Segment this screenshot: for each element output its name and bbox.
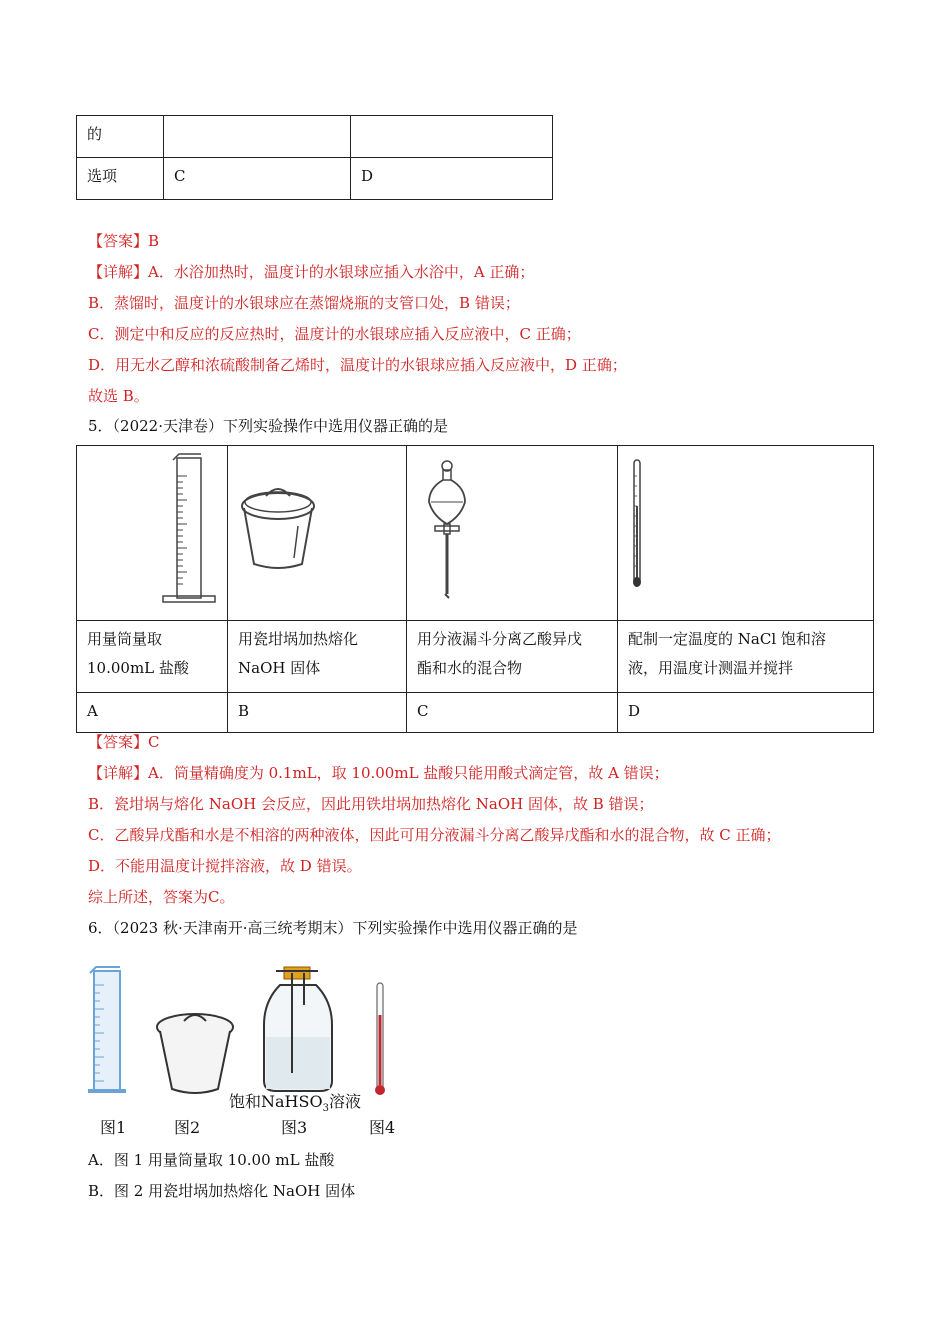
detail-line: 【详解】A．筒量精确度为 0.1mL，取 10.00mL 盐酸只能用酸式滴定管，故 A 错误；	[88, 764, 669, 782]
table-cell: 用分液漏斗分离乙酸异戊 酯和水的混合物	[407, 621, 618, 693]
icon-cell	[618, 446, 874, 621]
detail-line: 综上所述，答案为C。	[88, 888, 235, 906]
crucible-icon	[157, 1014, 233, 1093]
q6-figure	[80, 945, 420, 1105]
option-cell: A	[77, 693, 228, 733]
thermometer-icon	[375, 983, 385, 1095]
thermometer-icon	[618, 446, 868, 616]
detail-line: B．瓷坩埚与熔化 NaOH 会反应，因此用铁坩埚加热熔化 NaOH 固体，故 B 错误；	[88, 795, 654, 813]
graduated-cylinder-icon	[77, 446, 227, 616]
icon-cell	[407, 446, 618, 621]
answer-line: 【答案】B	[88, 232, 160, 250]
q5-table	[76, 445, 874, 733]
table-cell: C	[164, 158, 351, 200]
detail-line: B．蒸馏时，温度计的水银球应在蒸馏烧瓶的支管口处，B 错误；	[88, 294, 520, 312]
option-cell: D	[618, 693, 874, 733]
detail-line: D．不能用温度计搅拌溶液，故 D 错误。	[88, 857, 362, 875]
detail-line: 【详解】A．水浴加热时，温度计的水银球应插入水浴中，A 正确；	[88, 263, 535, 281]
crucible-icon	[228, 446, 406, 616]
table-cell: 用量筒量取 10.00mL 盐酸	[77, 621, 228, 693]
option-a: A．图 1 用量筒量取 10.00 mL 盐酸	[88, 1151, 335, 1169]
icon-cell	[228, 446, 407, 621]
fig-label: 图4	[369, 1118, 396, 1137]
detail-line: 故选 B。	[88, 387, 149, 405]
table-cell: 选项	[77, 158, 164, 200]
question-6: 6．（2023 秋·天津南开·高三统考期末）下列实验操作中选用仪器正确的是	[88, 919, 578, 937]
detail-line: D．用无水乙醇和浓硫酸制备乙烯时，温度计的水银球应插入反应液中，D 正确；	[88, 356, 627, 374]
detail-line: C．测定中和反应的反应热时，温度计的水银球应插入反应液中，C 正确；	[88, 325, 581, 343]
table-cell: 的	[77, 116, 164, 158]
option-cell: B	[228, 693, 407, 733]
answer-line: 【答案】C	[88, 733, 160, 751]
question-5: 5．（2022·天津卷）下列实验操作中选用仪器正确的是	[88, 417, 448, 435]
option-cell: C	[407, 693, 618, 733]
detail-line: C．乙酸异戊酯和水是不相溶的两种液体，因此可用分液漏斗分离乙酸异戊酯和水的混合物，故 C 正确；	[88, 826, 781, 844]
table-cell: D	[351, 158, 553, 200]
option-b: B．图 2 用瓷坩埚加热熔化 NaOH 固体	[88, 1182, 356, 1200]
separatory-funnel-icon	[407, 446, 617, 616]
fig-label: 图2	[174, 1118, 201, 1137]
top-table	[76, 115, 553, 200]
gas-washing-bottle-icon	[264, 967, 332, 1091]
table-cell: 配制一定温度的 NaCl 饱和溶 液，用温度计测温并搅拌	[618, 621, 874, 693]
icon-cell	[77, 446, 228, 621]
fig3-caption: 饱和NaHSO$_3$溶液	[229, 1092, 361, 1115]
fig-label: 图1	[100, 1118, 127, 1137]
table-cell	[164, 116, 351, 158]
table-cell: 用瓷坩埚加热熔化 NaOH 固体	[228, 621, 407, 693]
fig-label: 图3	[281, 1118, 308, 1137]
table-cell	[351, 116, 553, 158]
graduated-cylinder-icon	[88, 967, 126, 1093]
